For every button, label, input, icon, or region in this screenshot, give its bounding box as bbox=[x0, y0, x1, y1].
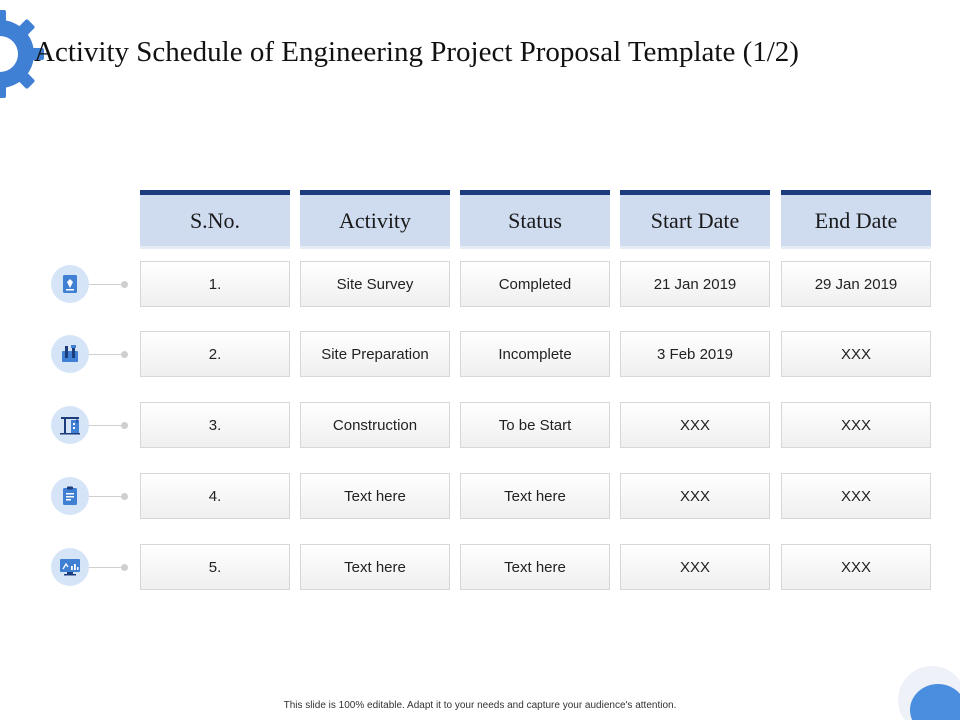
row-connector-dot bbox=[121, 422, 128, 429]
table-cell: XXX bbox=[620, 402, 770, 448]
decorative-blob-icon bbox=[880, 664, 960, 720]
table-cell: XXX bbox=[781, 544, 931, 590]
crane-building-icon bbox=[51, 406, 89, 444]
header-start-date: Start Date bbox=[620, 190, 770, 246]
table-cell: Site Survey bbox=[300, 261, 450, 307]
page-title: Activity Schedule of Engineering Project Proposal Template (1/2) bbox=[34, 36, 799, 68]
table-cell: 29 Jan 2019 bbox=[781, 261, 931, 307]
tools-icon bbox=[51, 335, 89, 373]
table-cell: Incomplete bbox=[460, 331, 610, 377]
table-cell: Site Preparation bbox=[300, 331, 450, 377]
table-cell: Text here bbox=[460, 473, 610, 519]
row-connector bbox=[89, 567, 125, 568]
row-connector bbox=[89, 496, 125, 497]
table-cell: XXX bbox=[781, 473, 931, 519]
row-connector bbox=[89, 284, 125, 285]
table-cell: XXX bbox=[781, 402, 931, 448]
row-connector-dot bbox=[121, 281, 128, 288]
table-cell: Text here bbox=[300, 473, 450, 519]
header-status: Status bbox=[460, 190, 610, 246]
row-connector bbox=[89, 425, 125, 426]
clipboard-icon bbox=[51, 477, 89, 515]
table-cell: XXX bbox=[781, 331, 931, 377]
table-cell: Construction bbox=[300, 402, 450, 448]
table-cell: 21 Jan 2019 bbox=[620, 261, 770, 307]
table-cell: To be Start bbox=[460, 402, 610, 448]
survey-document-icon bbox=[51, 265, 89, 303]
table-cell: 4. bbox=[140, 473, 290, 519]
table-cell: XXX bbox=[620, 544, 770, 590]
table-cell: Completed bbox=[460, 261, 610, 307]
header-activity: Activity bbox=[300, 190, 450, 246]
table-cell: 3. bbox=[140, 402, 290, 448]
row-connector-dot bbox=[121, 351, 128, 358]
table-cell: 2. bbox=[140, 331, 290, 377]
table-cell: 3 Feb 2019 bbox=[620, 331, 770, 377]
table-cell: 5. bbox=[140, 544, 290, 590]
header-end-date: End Date bbox=[781, 190, 931, 246]
table-cell: 1. bbox=[140, 261, 290, 307]
row-connector-dot bbox=[121, 564, 128, 571]
header-sno: S.No. bbox=[140, 190, 290, 246]
footer-note: This slide is 100% editable. Adapt it to your needs and capture your audience's attention. bbox=[283, 700, 677, 711]
row-connector-dot bbox=[121, 493, 128, 500]
monitor-chart-icon bbox=[51, 548, 89, 586]
table-cell: XXX bbox=[620, 473, 770, 519]
table-cell: Text here bbox=[460, 544, 610, 590]
row-connector bbox=[89, 354, 125, 355]
table-cell: Text here bbox=[300, 544, 450, 590]
